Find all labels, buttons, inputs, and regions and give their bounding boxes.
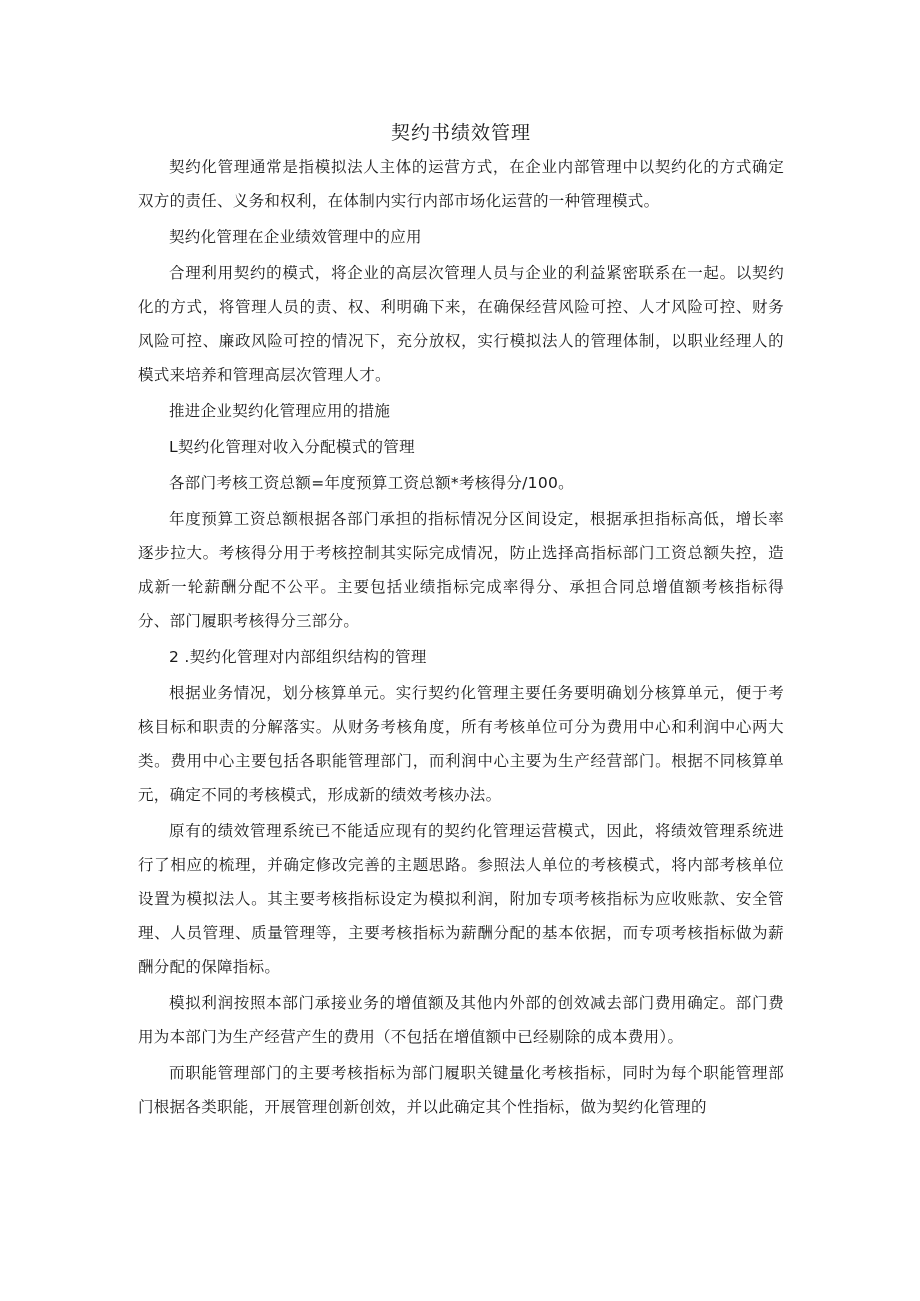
paragraph-functional-departments: 而职能管理部门的主要考核指标为部门履职关键量化考核指标，同时为每个职能管理部门根据各类职能，开展管理创新创效，并以此确定其个性指标，做为契约化管理的 [138, 1064, 784, 1116]
section-heading-application: 契约化管理在企业绩效管理中的应用 [169, 228, 422, 246]
paragraph-application: 合理利用契约的模式，将企业的高层次管理人员与企业的利益紧密联系在一起。以契约化的方式，将管理人员的责、权、利明确下来，在确保经营风险可控、人才风险可控、财务风险可控、廉政风险可控的情况下，充分放权，实行模拟法人的管理体制，以职业经理人的模式来培养和管理高层次管理人才。 [138, 264, 784, 384]
paragraph-intro: 契约化管理通常是指模拟法人主体的运营方式，在企业内部管理中以契约化的方式确定双方的责任、义务和权利，在体制内实行内部市场化运营的一种管理模式。 [138, 158, 784, 210]
paragraph-performance-system: 原有的绩效管理系统已不能适应现有的契约化管理运营模式，因此，将绩效管理系统进行了相应的梳理，并确定修改完善的主题思路。参照法人单位的考核模式，将内部考核单位设置为模拟法人。其主要考核指标设定为模拟利润，附加专项考核指标为应收账款、安全管理、人员管理、质量管理等，主要考核指标为薪酬分配的基本依据，而专项考核指标做为薪酬分配的保障指标。 [138, 822, 784, 976]
paragraph-formula: 各部门考核工资总额=年度预算工资总额*考核得分/100。 [169, 474, 574, 492]
subheading-organization: 2 .契约化管理对内部组织结构的管理 [169, 648, 427, 666]
subheading-income-distribution: L契约化管理对收入分配模式的管理 [169, 438, 415, 456]
section-heading-measures: 推进企业契约化管理应用的措施 [169, 402, 391, 420]
document-title: 契约书绩效管理 [390, 122, 531, 144]
paragraph-accounting-units: 根据业务情况，划分核算单元。实行契约化管理主要任务要明确划分核算单元，便于考核目标和职责的分解落实。从财务考核角度，所有考核单位可分为费用中心和利润中心两大类。费用中心主要包括各职能管理部门，而利润中心主要为生产经营部门。根据不同核算单元，确定不同的考核模式，形成新的绩效考核办法。 [138, 684, 784, 804]
document-page [138, 118, 784, 1126]
paragraph-budget: 年度预算工资总额根据各部门承担的指标情况分区间设定，根据承担指标高低，增长率逐步拉大。考核得分用于考核控制其实际完成情况，防止选择高指标部门工资总额失控，造成新一轮薪酬分配不公平。主要包括业绩指标完成率得分、承担合同总增值额考核指标得分、部门履职考核得分三部分。 [138, 510, 784, 630]
paragraph-simulated-profit: 模拟利润按照本部门承接业务的增值额及其他内外部的创效减去部门费用确定。部门费用为本部门为生产经营产生的费用（不包括在增值额中已经剔除的成本费用）。 [138, 994, 784, 1046]
